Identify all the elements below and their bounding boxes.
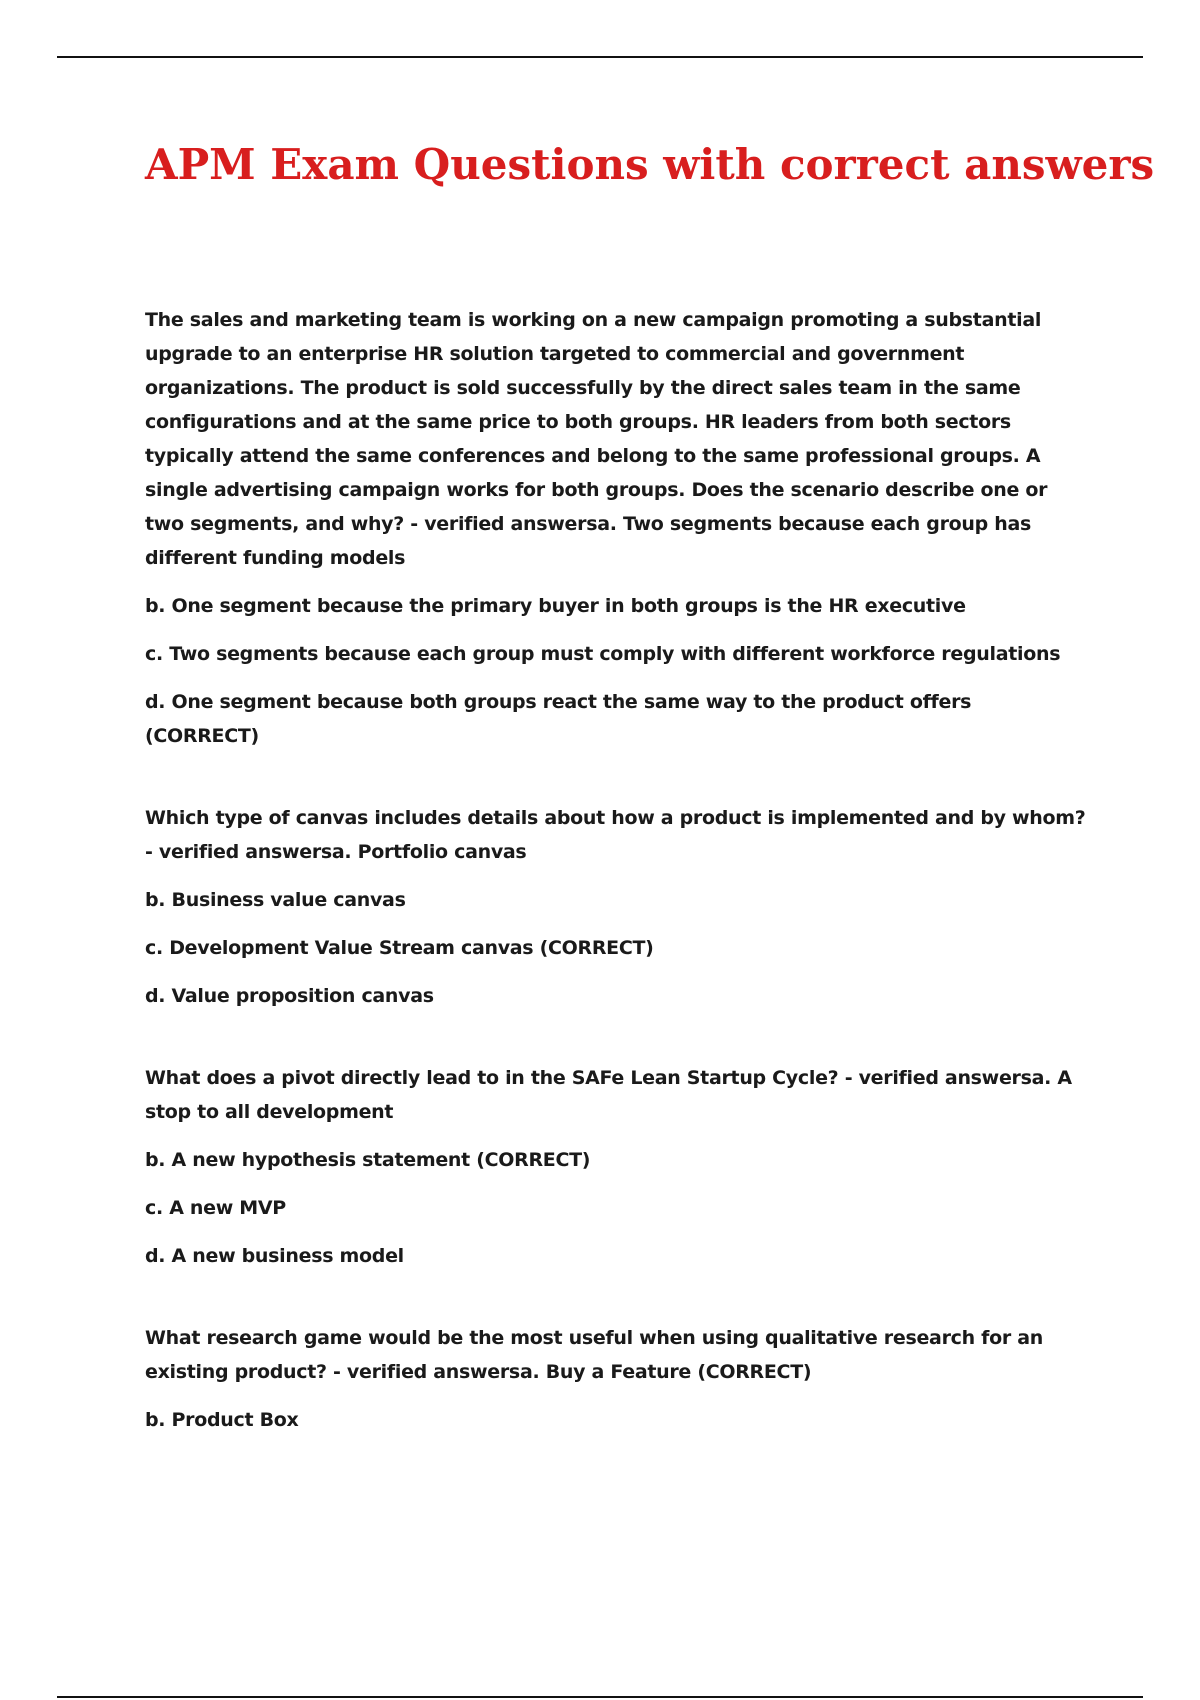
document-title: APM Exam Questions with correct answers xyxy=(145,140,1155,189)
question-block xyxy=(145,303,1090,753)
answer-option: c. A new MVP xyxy=(145,1197,286,1219)
answer-option: b. One segment because the primary buyer in both groups is the HR executive xyxy=(145,595,966,617)
question-text: The sales and marketing team is working on a new campaign promoting a substantial upgrade to an enterprise HR solution targeted to commercial and government organizations. The product is sold successfully by the direct sales team in the same configurations and at the same price to both groups. HR leaders from both sectors typically attend the same conferences and belong to the same professional groups. A single advertising campaign works for both groups. Does the scenario describe one or two segments, and why? - verified answersa. Two segments because each group has different funding models xyxy=(145,309,1048,569)
question-text: Which type of canvas includes details about how a product is implemented and by whom? - verified answersa. Portfolio canvas xyxy=(145,807,1086,863)
answer-option: b. Business value canvas xyxy=(145,889,406,911)
question-block xyxy=(145,801,1090,1013)
question-block xyxy=(145,1321,1090,1437)
answer-option: c. Development Value Stream canvas (CORRECT) xyxy=(145,937,654,959)
answer-option: d. One segment because both groups react the same way to the product offers (CORRECT) xyxy=(145,691,972,747)
answer-option: c. Two segments because each group must comply with different workforce regulations xyxy=(145,643,1061,665)
question-block xyxy=(145,1061,1090,1273)
question-text: What does a pivot directly lead to in the SAFe Lean Startup Cycle? - verified answersa. A stop to all development xyxy=(145,1067,1072,1123)
answer-option: b. Product Box xyxy=(145,1409,299,1431)
question-text: What research game would be the most useful when using qualitative research for an existing product? - verified answersa. Buy a Feature (CORRECT) xyxy=(145,1327,1043,1383)
answer-option: d. Value proposition canvas xyxy=(145,985,434,1007)
answer-option: d. A new business model xyxy=(145,1245,404,1267)
answer-option: b. A new hypothesis statement (CORRECT) xyxy=(145,1149,591,1171)
document-body xyxy=(145,303,1090,1485)
top-rule xyxy=(57,56,1143,58)
bottom-rule xyxy=(57,1696,1143,1698)
